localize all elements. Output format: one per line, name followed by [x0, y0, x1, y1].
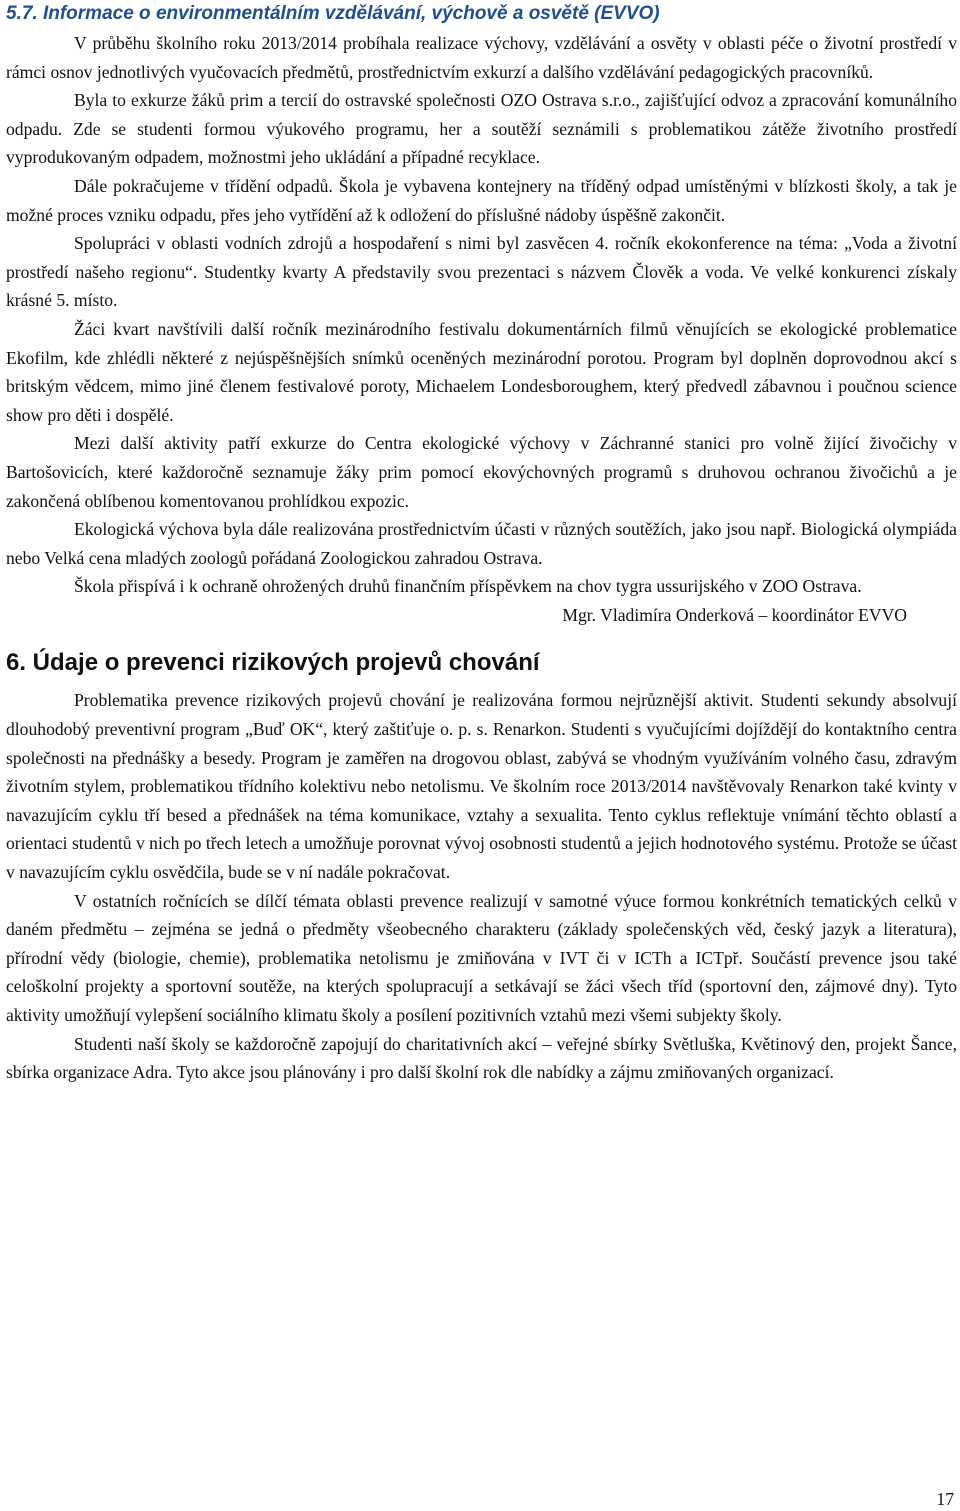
paragraph: Žáci kvart navštívili další ročník mezinárodního festivalu dokumentárních filmů věnujících se ekologické problematice Ekofilm, kde zhlédli některé z nejúspěšnějších snímků oceněných mezinárodní porotou. Program byl doplněn doprovodnou akcí s britským vědcem, mimo jiné členem festivalové poroty, Michaelem Londesboroughem, který předvedl zábavnou i poučnou science show pro děti i dospělé. — [6, 318, 957, 425]
paragraph: Problematika prevence rizikových projevů chování je realizována formou nejrůznější aktivit. Studenti sekundy absolvují dlouhodobý preventivní program „Buď OK“, který zaštiťuje o. p. s. Renarkon. Studenti s vyučujícími dojíždějí do kontaktního centra společnosti na přednášky a besedy. Program je zaměřen na drogovou oblast, zabývá se vhodným využíváním volného času, zdravým životním stylem, problematikou třídního kolektivu nebo netolismu. Ve školním roce 2013/2014 navštěvovaly Renarkon také kvinty v navazujícím cyklu tří besed a přednášek na téma komunikace, vztahy a sexualita. Tento cyklus reflektuje vnímání těchto oblastí a orientaci studentů v nich po třech letech a umožňuje porovnat vývoj osobnosti studentů a jejich hodnotového systému. Protože se účast v navazujícím cyklu osvědčila, bude se v ní nadále pokračovat. — [6, 690, 957, 883]
paragraph: Studenti naší školy se každoročně zapojují do charitativních akcí – veřejné sbírky Světluška, Květinový den, projekt Šance, sbírka organizace Adra. Tyto akce jsou plánovány i pro další školní rok dle nabídky a zájmu zmiňovaných organizací. — [6, 1033, 957, 1083]
paragraph: Mezi další aktivity patří exkurze do Centra ekologické výchovy v Záchranné stanici pro volně žijící živočichy v Bartošovicích, které každoročně seznamuje žáky prim pomocí ekovýchovných programů s druhovou ochranou živočichů a je zakončená oblíbenou komentovanou prohlídkou expozic. — [6, 433, 957, 511]
paragraph: Ekologická výchova byla dále realizována prostřednictvím účasti v různých soutěžích, jako jsou např. Biologická olympiáda nebo Velká cena mladých zoologů pořádaná Zoologickou zahradou Ostrava. — [6, 519, 957, 568]
paragraph: Škola přispívá i k ochraně ohrožených druhů finančním příspěvkem na chov tygra ussurijského v ZOO Ostrava. — [74, 576, 862, 597]
chapter-heading-prevention: 6. Údaje o prevenci rizikových projevů chování — [6, 649, 540, 677]
section-body-prevention — [6, 686, 957, 1086]
paragraph: V průběhu školního roku 2013/2014 probíhala realizace výchovy, vzdělávání a osvěty v oblasti péče o životní prostředí v rámci osnov jednotlivých vyučovacích předmětů, prostřednictvím exkurzí a dalšího vzdělávání pedagogických pracovníků. — [6, 33, 957, 82]
document-page — [6, 0, 957, 1087]
paragraph: V ostatních ročnících se dílčí témata oblasti prevence realizují v samotné výuce formou konkrétních tematických celků v daném předmětu – zejména se jedná o předměty všeobecného charakteru (základy společenských věd, český jazyk a literatura), přírodní vědy (biologie, chemie), problematika netolismu je zmiňována v IVT či v ICTh a ICTpř. Součástí prevence jsou také celoškolní projekty a sportovní soutěže, na kterých spolupracují a setkávají se žáci všech tříd (sportovní den, zájmové dny). Tyto aktivity umožňují vylepšení sociálního klimatu školy a posílení pozitivních vztahů mezi všemi subjekty školy. — [6, 890, 957, 1025]
paragraph: Dále pokračujeme v třídění odpadů. Škola je vybavena kontejnery na tříděný odpad umístěnými v blízkosti školy, a tak je možné proces vzniku odpadu, přes jeho vytřídění až k odložení do příslušné nádoby úspěšně zakončit. — [6, 175, 957, 225]
section-body-evvo — [6, 29, 957, 601]
chapter-heading-wrap — [6, 648, 957, 678]
section-heading-evvo: 5.7. Informace o environmentálním vzdělávání, výchově a osvětě (EVVO) — [6, 3, 660, 24]
signature-line: Mgr. Vladimíra Onderková – koordinátor EVVO — [562, 604, 907, 625]
paragraph: Spolupráci v oblasti vodních zdrojů a hospodaření s nimi byl zasvěcen 4. ročník ekokonference na téma: „Voda a životní prostředí našeho regionu“. Studentky kvarty A představily svou prezentaci s názvem Člověk a voda. Ve velké konkurenci získaly krásné 5. místo. — [6, 233, 957, 311]
page-number: 17 — [936, 1489, 954, 1509]
paragraph: Byla to exkurze žáků prim a tercií do ostravské společnosti OZO Ostrava s.r.o., zajišťující odvoz a zpracování komunálního odpadu. Zde se studenti formou výukového programu, her a soutěží seznámili s problematikou zátěže životního prostředí vyprodukovaným odpadem, možnostmi jeho ukládání a případné recyklace. — [6, 90, 957, 168]
